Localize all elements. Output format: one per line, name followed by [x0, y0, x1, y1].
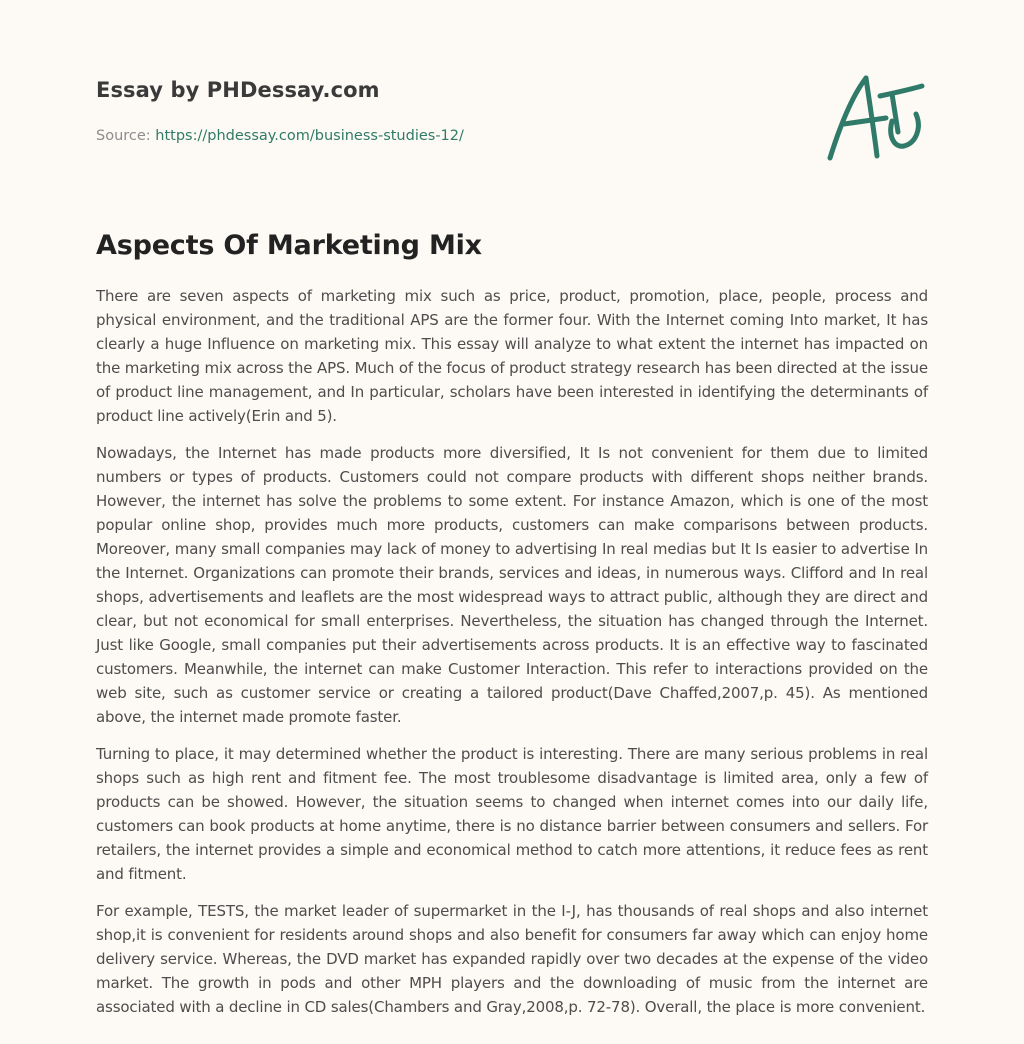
- essay-paragraph: Nowadays, the Internet has made products more diversified, It Is not convenient for them due to limited numbers or types of products. Customers could not compare products with different shops neither brands. However, the internet has solve the problems to some extent. For instance Amazon, which is one of the most popular online shop, provides much more products, customers can make comparisons between products. Moreover, many small companies may lack of money to advertising In real medias but It Is easier to advertise In the Internet. Organizations can promote their brands, services and ideas, in numerous ways. Clifford and In real shops, advertisements and leaflets are the most widespread ways to attract public, although they are direct and clear, but not economical for small enterprises. Nevertheless, the situation has changed through the Internet. Just like Google, small companies put their advertisements across products. It is an effective way to fascinated customers. Meanwhile, the internet can make Customer Interaction. This refer to interactions provided on the web site, such as customer service or creating a tailored product(Dave Chaffed,2007,p. 45). As mentioned above, the internet made promote faster.: [96, 444, 928, 726]
- essay-paragraph: Turning to place, it may determined whether the product is interesting. There are many serious problems in real shops such as high rent and fitment fee. The most troublesome disadvantage is limited area, only a few of products can be showed. However, the situation seems to changed when internet comes into our daily life, customers can book products at home anytime, there is no distance barrier between consumers and sellers. For retailers, the internet provides a simple and economical method to catch more attentions, it reduce fees as rent and fitment.: [96, 745, 928, 883]
- essay-paragraph: For example, TESTS, the market leader of supermarket in the I-J, has thousands of real shops and also internet shop,it is convenient for residents around shops and also benefit for consumers far away which can enjoy home delivery service. Whereas, the DVD market has expanded rapidly over two decades at the expense of the video market. The growth in pods and other MPH players and the downloading of music from the internet are associated with a decline in CD sales(Chambers and Gray,2008,p. 72-78). Overall, the place is more convenient.: [96, 902, 928, 1016]
- essay-body: [96, 284, 928, 1032]
- site-brand: Essay by PHDessay.com: [96, 78, 380, 102]
- essay-title: Aspects Of Marketing Mix: [96, 230, 482, 261]
- essay-header: [96, 76, 796, 146]
- essay-paragraph: There are seven aspects of marketing mix such as price, product, promotion, place, people, process and physical environment, and the traditional APS are the former four. With the Internet coming Into market, It has clearly a huge Influence on marketing mix. This essay will analyze to what extent the internet has impacted on the marketing mix across the APS. Much of the focus of product strategy research has been directed at the issue of product line management, and In particular, scholars have been interested in identifying the determinants of product line actively(Erin and 5).: [96, 287, 928, 425]
- source-line: [96, 126, 796, 146]
- source-label: Source:: [96, 128, 156, 144]
- source-link[interactable]: https://phdessay.com/business-studies-12/: [155, 128, 464, 144]
- a-plus-grade-icon: [820, 66, 930, 166]
